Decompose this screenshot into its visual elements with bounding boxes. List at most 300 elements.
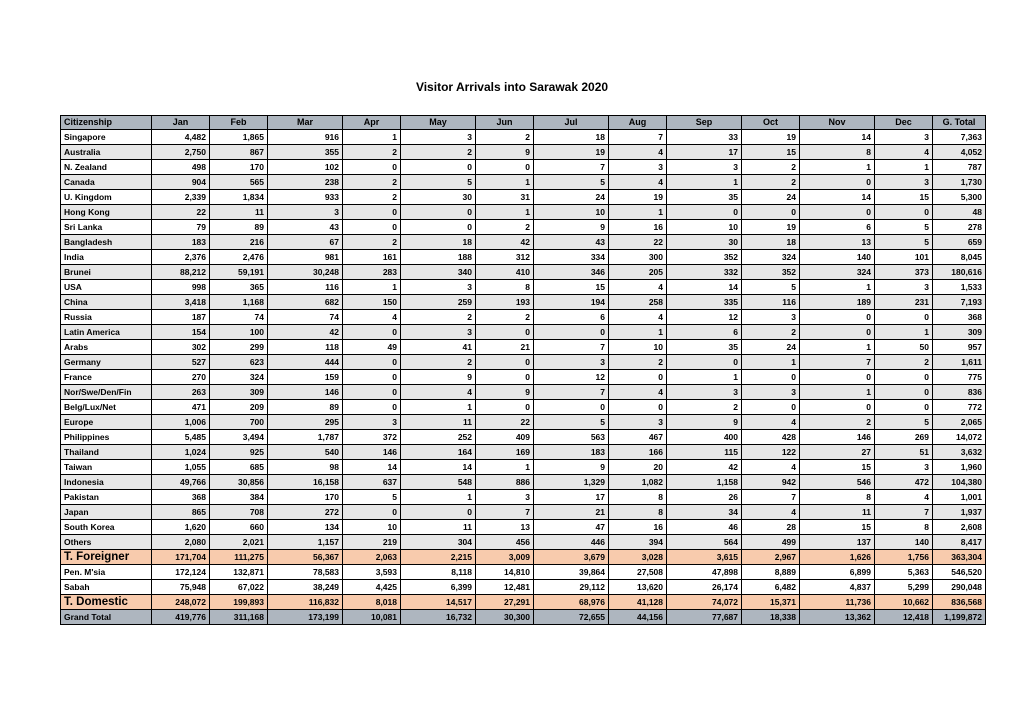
table-cell: 56,367 — [268, 550, 343, 565]
table-cell: 16,158 — [268, 475, 343, 490]
table-row — [61, 310, 986, 325]
table-cell: 0 — [401, 205, 476, 220]
table-cell: 498 — [152, 160, 210, 175]
domestic-total-row — [61, 595, 986, 610]
table-cell: 1 — [742, 355, 800, 370]
table-cell: 4 — [742, 505, 800, 520]
table-cell: 394 — [609, 535, 667, 550]
table-cell: 1 — [476, 205, 534, 220]
table-cell: 1,001 — [933, 490, 986, 505]
table-cell: 4 — [609, 145, 667, 160]
table-cell: 0 — [476, 400, 534, 415]
table-cell: 6,399 — [401, 580, 476, 595]
table-cell: 263 — [152, 385, 210, 400]
table-cell: 942 — [742, 475, 800, 490]
table-cell: 1,620 — [152, 520, 210, 535]
row-label: India — [61, 250, 152, 265]
table-cell: 0 — [800, 370, 875, 385]
table-cell: 1 — [800, 280, 875, 295]
table-cell: 205 — [609, 265, 667, 280]
table-cell: 5 — [401, 175, 476, 190]
table-cell: 137 — [800, 535, 875, 550]
domestic-row — [61, 565, 986, 580]
table-cell: 2,608 — [933, 520, 986, 535]
table-cell: 1,329 — [534, 475, 609, 490]
table-cell: 334 — [534, 250, 609, 265]
table-cell: 0 — [800, 175, 875, 190]
table-cell: 15 — [800, 520, 875, 535]
table-cell: 2,065 — [933, 415, 986, 430]
row-label: T. Foreigner — [61, 550, 152, 565]
table-cell: 74 — [210, 310, 268, 325]
table-cell: 3 — [667, 385, 742, 400]
page-title: Visitor Arrivals into Sarawak 2020 — [415, 80, 609, 94]
table-cell: 499 — [742, 535, 800, 550]
row-label: Nor/Swe/Den/Fin — [61, 385, 152, 400]
table-cell: 0 — [343, 325, 401, 340]
table-cell: 3 — [401, 280, 476, 295]
table-cell: 0 — [609, 370, 667, 385]
table-cell: 352 — [667, 250, 742, 265]
table-cell: 8 — [800, 145, 875, 160]
table-cell: 15,371 — [742, 595, 800, 610]
table-cell: 3 — [476, 490, 534, 505]
table-cell: 8 — [609, 505, 667, 520]
table-cell: 3,418 — [152, 295, 210, 310]
table-cell: 7 — [476, 505, 534, 520]
table-cell: 42 — [268, 325, 343, 340]
table-cell: 836,568 — [933, 595, 986, 610]
table-cell: 916 — [268, 130, 343, 145]
table-cell: 19 — [609, 190, 667, 205]
table-cell: 0 — [343, 385, 401, 400]
table-cell: 4 — [609, 310, 667, 325]
table-cell: 7 — [800, 355, 875, 370]
table-cell: 7 — [742, 490, 800, 505]
table-cell: 29,112 — [534, 580, 609, 595]
table-cell: 2 — [401, 145, 476, 160]
foreigner-total-row — [61, 550, 986, 565]
table-cell: 252 — [401, 430, 476, 445]
table-cell: 132,871 — [210, 565, 268, 580]
table-cell: 78,583 — [268, 565, 343, 580]
table-cell: 467 — [609, 430, 667, 445]
table-cell: 8,889 — [742, 565, 800, 580]
domestic-row — [61, 580, 986, 595]
table-cell: 1,055 — [152, 460, 210, 475]
table-cell: 5 — [875, 220, 933, 235]
row-label: Russia — [61, 310, 152, 325]
table-cell: 546,520 — [933, 565, 986, 580]
table-cell: 72,655 — [534, 610, 609, 625]
column-header: Oct — [742, 116, 800, 130]
column-header: Mar — [268, 116, 343, 130]
table-row — [61, 385, 986, 400]
column-header: May — [401, 116, 476, 130]
table-cell: 6,482 — [742, 580, 800, 595]
table-cell: 12,418 — [875, 610, 933, 625]
table-cell: 3 — [742, 310, 800, 325]
table-cell: 14,810 — [476, 565, 534, 580]
table-cell: 27,291 — [476, 595, 534, 610]
table-cell: 290,048 — [933, 580, 986, 595]
table-cell: 8 — [875, 520, 933, 535]
row-label: Pen. M'sia — [61, 565, 152, 580]
table-cell: 259 — [401, 295, 476, 310]
table-cell: 4 — [609, 385, 667, 400]
table-cell: 2 — [742, 160, 800, 175]
table-cell: 6,899 — [800, 565, 875, 580]
table-cell: 193 — [476, 295, 534, 310]
table-row — [61, 295, 986, 310]
table-cell: 46 — [667, 520, 742, 535]
table-row — [61, 430, 986, 445]
row-label: Australia — [61, 145, 152, 160]
table-cell: 1,157 — [268, 535, 343, 550]
arrivals-table — [60, 115, 986, 625]
table-cell: 9 — [534, 220, 609, 235]
column-header: Jun — [476, 116, 534, 130]
table-cell: 0 — [742, 370, 800, 385]
table-cell: 16 — [609, 220, 667, 235]
table-cell: 17 — [667, 145, 742, 160]
table-cell: 0 — [800, 325, 875, 340]
table-cell: 14 — [800, 190, 875, 205]
table-cell: 30,248 — [268, 265, 343, 280]
table-cell: 2,215 — [401, 550, 476, 565]
table-cell: 2,476 — [210, 250, 268, 265]
table-cell: 77,687 — [667, 610, 742, 625]
table-cell: 146 — [343, 445, 401, 460]
table-cell: 22 — [609, 235, 667, 250]
table-cell: 11 — [800, 505, 875, 520]
table-cell: 13 — [476, 520, 534, 535]
table-cell: 134 — [268, 520, 343, 535]
table-cell: 0 — [800, 310, 875, 325]
table-cell: 89 — [268, 400, 343, 415]
table-cell: 904 — [152, 175, 210, 190]
table-cell: 0 — [534, 400, 609, 415]
table-cell: 1,756 — [875, 550, 933, 565]
table-row — [61, 235, 986, 250]
table-cell: 3 — [609, 415, 667, 430]
table-cell: 41,128 — [609, 595, 667, 610]
header-row — [61, 116, 986, 130]
row-label: Belg/Lux/Net — [61, 400, 152, 415]
table-cell: 7 — [534, 160, 609, 175]
table-cell: 41 — [401, 340, 476, 355]
table-cell: 3,009 — [476, 550, 534, 565]
table-row — [61, 190, 986, 205]
table-cell: 30,300 — [476, 610, 534, 625]
table-cell: 540 — [268, 445, 343, 460]
table-cell: 17 — [534, 490, 609, 505]
table-cell: 7 — [534, 340, 609, 355]
table-cell: 373 — [875, 265, 933, 280]
table-cell: 1,158 — [667, 475, 742, 490]
table-cell: 183 — [534, 445, 609, 460]
table-cell: 209 — [210, 400, 268, 415]
table-cell: 0 — [875, 205, 933, 220]
table-cell: 2,339 — [152, 190, 210, 205]
table-cell: 0 — [476, 370, 534, 385]
table-row — [61, 520, 986, 535]
table-cell: 8,118 — [401, 565, 476, 580]
table-cell: 1 — [800, 340, 875, 355]
table-cell: 216 — [210, 235, 268, 250]
table-cell: 419,776 — [152, 610, 210, 625]
table-cell: 2 — [742, 325, 800, 340]
table-cell: 546 — [800, 475, 875, 490]
table-cell: 0 — [401, 220, 476, 235]
table-cell: 0 — [875, 370, 933, 385]
table-cell: 199,893 — [210, 595, 268, 610]
table-cell: 0 — [343, 205, 401, 220]
row-label: T. Domestic — [61, 595, 152, 610]
row-label: Others — [61, 535, 152, 550]
table-cell: 18 — [534, 130, 609, 145]
table-cell: 1,006 — [152, 415, 210, 430]
table-cell: 30,856 — [210, 475, 268, 490]
table-cell: 140 — [875, 535, 933, 550]
table-cell: 7,193 — [933, 295, 986, 310]
table-cell: 21 — [476, 340, 534, 355]
table-cell: 682 — [268, 295, 343, 310]
row-label: Indonesia — [61, 475, 152, 490]
table-cell: 19 — [534, 145, 609, 160]
row-label: Brunei — [61, 265, 152, 280]
table-row — [61, 175, 986, 190]
table-cell: 11 — [401, 520, 476, 535]
table-cell: 311,168 — [210, 610, 268, 625]
table-cell: 4 — [343, 310, 401, 325]
row-label: Singapore — [61, 130, 152, 145]
table-cell: 238 — [268, 175, 343, 190]
row-label: Arabs — [61, 340, 152, 355]
table-cell: 159 — [268, 370, 343, 385]
table-cell: 49 — [343, 340, 401, 355]
table-cell: 173,199 — [268, 610, 343, 625]
table-row — [61, 460, 986, 475]
table-cell: 24 — [742, 340, 800, 355]
table-cell: 16,732 — [401, 610, 476, 625]
row-label: Philippines — [61, 430, 152, 445]
table-cell: 35 — [667, 190, 742, 205]
table-cell: 16 — [609, 520, 667, 535]
table-row — [61, 370, 986, 385]
table-cell: 400 — [667, 430, 742, 445]
table-cell: 180,616 — [933, 265, 986, 280]
table-cell: 27 — [800, 445, 875, 460]
table-cell: 15 — [534, 280, 609, 295]
table-cell: 0 — [343, 220, 401, 235]
table-cell: 3,593 — [343, 565, 401, 580]
table-cell: 8 — [476, 280, 534, 295]
table-cell: 0 — [343, 160, 401, 175]
table-cell: 9 — [667, 415, 742, 430]
table-cell: 365 — [210, 280, 268, 295]
table-cell: 3,028 — [609, 550, 667, 565]
table-cell: 1 — [875, 160, 933, 175]
table-cell: 0 — [476, 325, 534, 340]
table-cell: 368 — [152, 490, 210, 505]
table-cell: 248,072 — [152, 595, 210, 610]
table-cell: 2 — [401, 355, 476, 370]
table-cell: 5 — [742, 280, 800, 295]
table-cell: 372 — [343, 430, 401, 445]
table-cell: 13 — [800, 235, 875, 250]
table-cell: 471 — [152, 400, 210, 415]
table-cell: 189 — [800, 295, 875, 310]
table-cell: 409 — [476, 430, 534, 445]
table-cell: 2 — [343, 145, 401, 160]
table-cell: 0 — [476, 355, 534, 370]
table-cell: 5,300 — [933, 190, 986, 205]
table-row — [61, 340, 986, 355]
row-label: Taiwan — [61, 460, 152, 475]
table-cell: 74 — [268, 310, 343, 325]
table-cell: 161 — [343, 250, 401, 265]
table-cell: 5,363 — [875, 565, 933, 580]
table-cell: 10 — [534, 205, 609, 220]
table-cell: 660 — [210, 520, 268, 535]
table-row — [61, 265, 986, 280]
table-cell: 33 — [667, 130, 742, 145]
column-header: Nov — [800, 116, 875, 130]
table-cell: 5 — [534, 415, 609, 430]
table-cell: 170 — [268, 490, 343, 505]
table-cell: 15 — [800, 460, 875, 475]
table-cell: 0 — [875, 400, 933, 415]
table-cell: 11 — [401, 415, 476, 430]
table-cell: 2 — [476, 220, 534, 235]
table-cell: 300 — [609, 250, 667, 265]
table-cell: 3 — [667, 160, 742, 175]
table-row — [61, 475, 986, 490]
table-cell: 8,045 — [933, 250, 986, 265]
table-cell: 3 — [401, 130, 476, 145]
table-row — [61, 160, 986, 175]
table-cell: 172,124 — [152, 565, 210, 580]
table-cell: 27,508 — [609, 565, 667, 580]
table-cell: 6 — [534, 310, 609, 325]
table-cell: 1,960 — [933, 460, 986, 475]
table-cell: 6 — [667, 325, 742, 340]
table-cell: 332 — [667, 265, 742, 280]
table-cell: 12 — [534, 370, 609, 385]
table-cell: 957 — [933, 340, 986, 355]
table-cell: 75,948 — [152, 580, 210, 595]
table-cell: 68,976 — [534, 595, 609, 610]
table-cell: 302 — [152, 340, 210, 355]
table-cell: 2 — [476, 310, 534, 325]
table-cell: 18 — [401, 235, 476, 250]
table-cell: 2 — [343, 175, 401, 190]
table-cell: 700 — [210, 415, 268, 430]
table-cell: 35 — [667, 340, 742, 355]
table-cell: 4 — [875, 490, 933, 505]
table-cell: 3,615 — [667, 550, 742, 565]
table-cell: 169 — [476, 445, 534, 460]
table-cell: 0 — [742, 205, 800, 220]
table-cell: 5,485 — [152, 430, 210, 445]
table-cell: 295 — [268, 415, 343, 430]
table-cell: 154 — [152, 325, 210, 340]
table-cell: 43 — [268, 220, 343, 235]
table-cell: 659 — [933, 235, 986, 250]
table-cell: 26,174 — [667, 580, 742, 595]
table-cell: 2,967 — [742, 550, 800, 565]
table-cell: 34 — [667, 505, 742, 520]
table-cell: 24 — [534, 190, 609, 205]
table-cell: 11,736 — [800, 595, 875, 610]
table-cell: 772 — [933, 400, 986, 415]
table-cell: 18,338 — [742, 610, 800, 625]
table-cell: 548 — [401, 475, 476, 490]
table-cell: 8 — [800, 490, 875, 505]
table-cell: 59,191 — [210, 265, 268, 280]
table-cell: 2 — [343, 190, 401, 205]
table-cell: 1 — [401, 490, 476, 505]
table-cell: 9 — [401, 370, 476, 385]
table-cell: 43 — [534, 235, 609, 250]
table-cell: 456 — [476, 535, 534, 550]
table-cell: 2 — [476, 130, 534, 145]
table-cell: 19 — [742, 130, 800, 145]
table-cell: 10 — [343, 520, 401, 535]
table-cell: 39,864 — [534, 565, 609, 580]
table-cell: 2 — [742, 175, 800, 190]
row-label: Thailand — [61, 445, 152, 460]
table-cell: 14 — [401, 460, 476, 475]
table-cell: 3 — [401, 325, 476, 340]
column-header: Apr — [343, 116, 401, 130]
table-cell: 104,380 — [933, 475, 986, 490]
table-cell: 3 — [875, 460, 933, 475]
table-cell: 12,481 — [476, 580, 534, 595]
table-cell: 100 — [210, 325, 268, 340]
table-cell: 708 — [210, 505, 268, 520]
table-cell: 685 — [210, 460, 268, 475]
column-header: Jan — [152, 116, 210, 130]
table-cell: 1 — [476, 175, 534, 190]
table-cell: 14 — [800, 130, 875, 145]
row-label: Pakistan — [61, 490, 152, 505]
table-cell: 2 — [875, 355, 933, 370]
table-cell: 122 — [742, 445, 800, 460]
table-cell: 8 — [609, 490, 667, 505]
table-cell: 22 — [476, 415, 534, 430]
row-label: Japan — [61, 505, 152, 520]
table-cell: 0 — [875, 385, 933, 400]
table-cell: 164 — [401, 445, 476, 460]
table-row — [61, 490, 986, 505]
table-cell: 0 — [401, 160, 476, 175]
table-cell: 146 — [268, 385, 343, 400]
table-cell: 183 — [152, 235, 210, 250]
table-cell: 219 — [343, 535, 401, 550]
table-cell: 15 — [875, 190, 933, 205]
table-cell: 1 — [476, 460, 534, 475]
table-cell: 7 — [609, 130, 667, 145]
table-row — [61, 505, 986, 520]
table-cell: 1,082 — [609, 475, 667, 490]
table-cell: 102 — [268, 160, 343, 175]
table-cell: 30 — [667, 235, 742, 250]
table-cell: 11 — [210, 205, 268, 220]
table-cell: 472 — [875, 475, 933, 490]
table-row — [61, 220, 986, 235]
